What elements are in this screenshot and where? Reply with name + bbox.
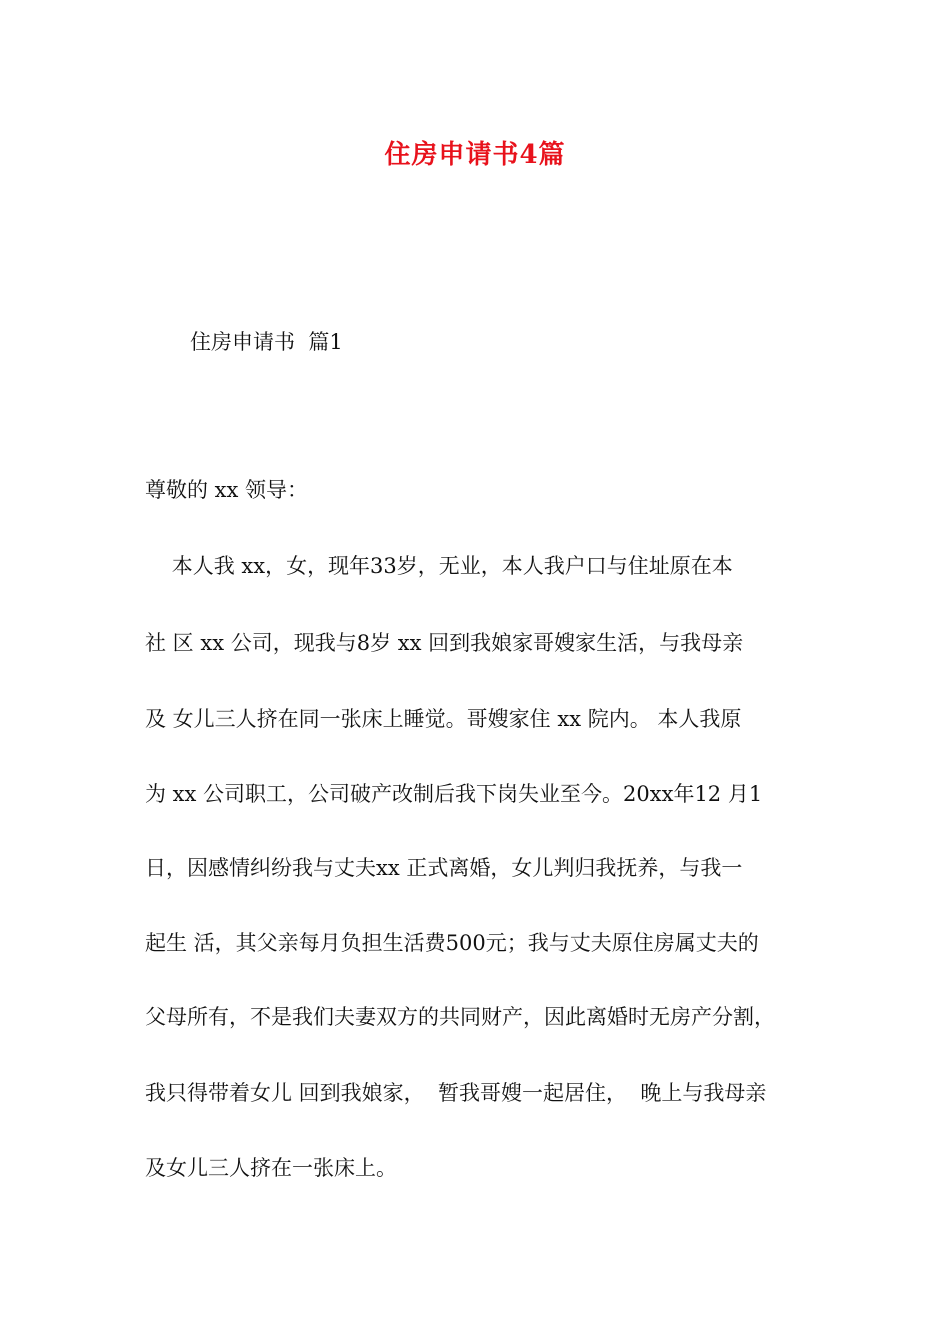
- document-title: 住房申请书4篇: [384, 140, 566, 170]
- body-line: 及女儿三人挤在一张床上。: [145, 1156, 397, 1180]
- body-line: 父母所有，不是我们夫妻双方的共同财产，因此离婚时无房产分割，: [145, 1005, 775, 1029]
- body-line: 社 区 xx 公司，现我与8岁 xx 回到我娘家哥嫂家生活，与我母亲: [145, 631, 744, 655]
- body-line: 为 xx 公司职工，公司破产改制后我下岗失业至今。20xx年12 月1: [145, 782, 763, 806]
- body-line: 本人我 xx，女，现年33岁，无业，本人我户口与住址原在本: [145, 554, 733, 578]
- body-line: 及 女儿三人挤在同一张床上睡觉。哥嫂家住 xx 院内。 本人我原: [145, 707, 742, 731]
- body-line: 日，因感情纠纷我与丈夫xx 正式离婚，女儿判归我抚养，与我一: [145, 856, 743, 880]
- section-heading: 住房申请书 篇1: [190, 330, 343, 354]
- salutation: 尊敬的 xx 领导：: [145, 478, 309, 502]
- body-line: 我只得带着女儿 回到我娘家， 暂我哥嫂一起居住， 晚上与我母亲: [145, 1081, 767, 1105]
- body-line: 起生 活，其父亲每月负担生活费500元；我与丈夫原住房属丈夫的: [145, 931, 759, 955]
